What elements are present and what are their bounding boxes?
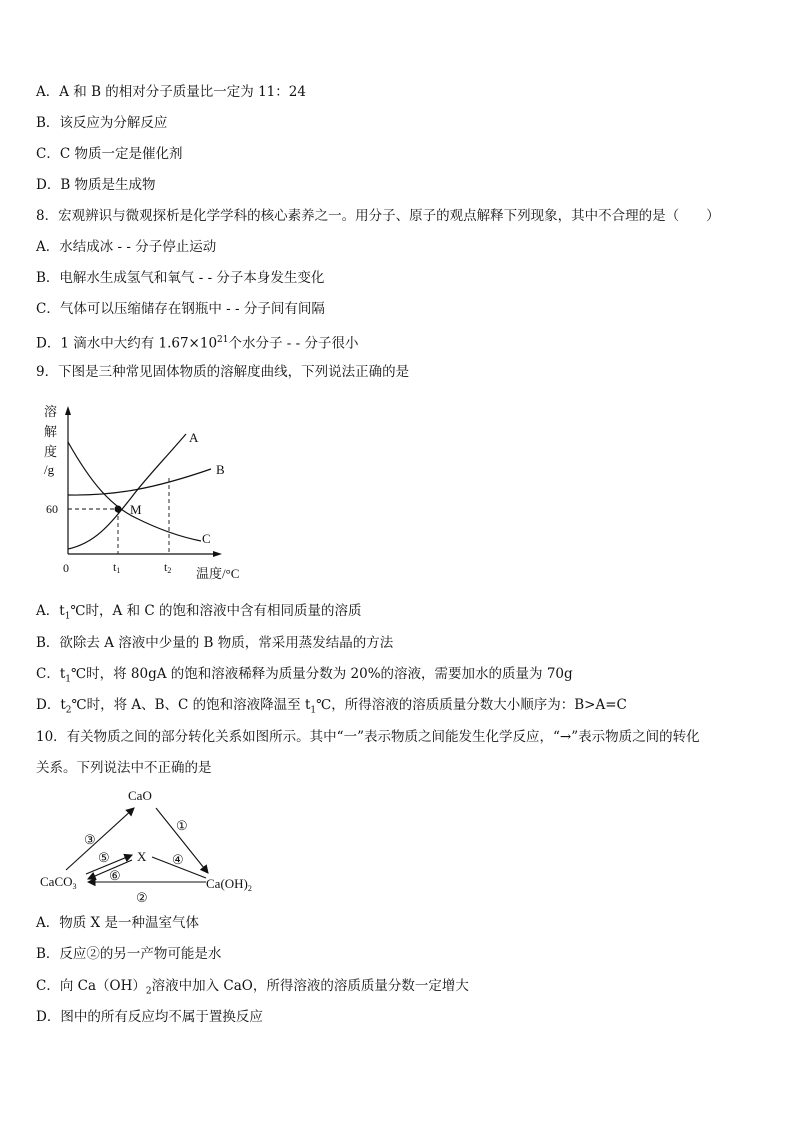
q9-stem: 9．下图是三种常见固体物质的溶解度曲线，下列说法正确的是 (36, 364, 410, 380)
solubility-chart (36, 398, 256, 588)
q8-option-b: B．电解水生成氢气和氧气 - - 分子本身发生变化 (36, 270, 325, 286)
xlabel: 温度/°C (196, 566, 240, 581)
reaction-4-label: ④ (172, 852, 184, 867)
reaction-1-label: ① (176, 818, 188, 833)
ylabel-char-3: 度 (44, 444, 58, 459)
origin-label: 0 (63, 561, 69, 575)
ylabel-char-4: /g (44, 462, 55, 477)
curve-b-label: B (216, 462, 225, 477)
point-m-label: M (130, 502, 142, 517)
ylabel-char-1: 溶 (44, 404, 58, 419)
q7-option-b: B．该反应为分解反应 (36, 115, 168, 131)
conversion-diagram (36, 784, 276, 904)
q9-option-d: D．$t_2℃$时，将 A、B、C 的饱和溶液降温至 $t_1℃$，所得溶液的溶质质量分数大小顺序为：B>A=C (36, 697, 627, 716)
node-caco3: CaCO$_3$ (40, 874, 77, 891)
q10-option-b: B．反应②的另一产物可能是水 (36, 946, 222, 962)
q7-option-c: C．C 物质一定是催化剂 (36, 146, 183, 162)
q8-option-c: C．气体可以压缩储存在钢瓶中 - - 分子间有间隔 (36, 301, 325, 317)
curve-b (68, 469, 211, 495)
q7-option-a: A．A 和 B 的相对分子质量比一定为 11：24 (36, 84, 306, 100)
node-cao: CaO (128, 788, 152, 803)
q10-stem: 10．有关物质之间的部分转化关系如图所示。其中“一”表示物质之间能发生化学反应，“→”表示物质之间的转化 (36, 729, 700, 745)
reaction-2-label: ② (136, 890, 148, 904)
q10-option-a: A．物质 X 是一种温室气体 (36, 915, 199, 931)
curve-a-label: A (189, 430, 199, 445)
q9-option-c: C．$t_1℃$时，将 80gA 的饱和溶液稀释为质量分数为 20%的溶液，需要加水的质量为 70g (36, 666, 573, 685)
reaction-6-label: ⑥ (109, 868, 121, 883)
q9-option-a: A．$t_1℃$时，A 和 C 的饱和溶液中含有相同质量的溶质 (36, 603, 362, 622)
q8-option-a: A．水结成冰 - - 分子停止运动 (36, 239, 217, 255)
x-tick-t2: t2 (164, 560, 172, 575)
q8-stem: 8．宏观辨识与微观探析是化学学科的核心素养之一。用分子、原子的观点解释下列现象，其中不合理的是（ ） (36, 208, 720, 224)
node-caoh2: $Ca(OH)_2$ (206, 876, 252, 893)
reaction-5-label: ⑤ (98, 850, 110, 865)
q10-option-c: C．向 $Ca(OH)_2$溶液中加入 CaO，所得溶液的溶质质量分数一定增大 (36, 978, 469, 997)
y-tick-60: 60 (46, 502, 58, 516)
q7-option-d: D．B 物质是生成物 (36, 177, 156, 193)
node-x: X (137, 849, 147, 864)
x-tick-t1: t1 (113, 560, 121, 575)
point-m (115, 506, 122, 513)
reaction-3-label: ③ (84, 832, 96, 847)
q10-option-d: D．图中的所有反应均不属于置换反应 (36, 1009, 263, 1025)
q8-option-d: D．1 滴水中大约有 $1.67\times 10^{21}$个水分子 - - 分子很小 (36, 335, 359, 352)
ylabel-char-2: 解 (44, 424, 58, 439)
q10-stem-cont: 关系。下列说法中不正确的是 (36, 760, 212, 776)
q9-option-b: B．欲除去 A 溶液中少量的 B 物质，常采用蒸发结晶的方法 (36, 635, 394, 651)
curve-c-label: C (202, 531, 211, 546)
curve-c (68, 442, 201, 541)
